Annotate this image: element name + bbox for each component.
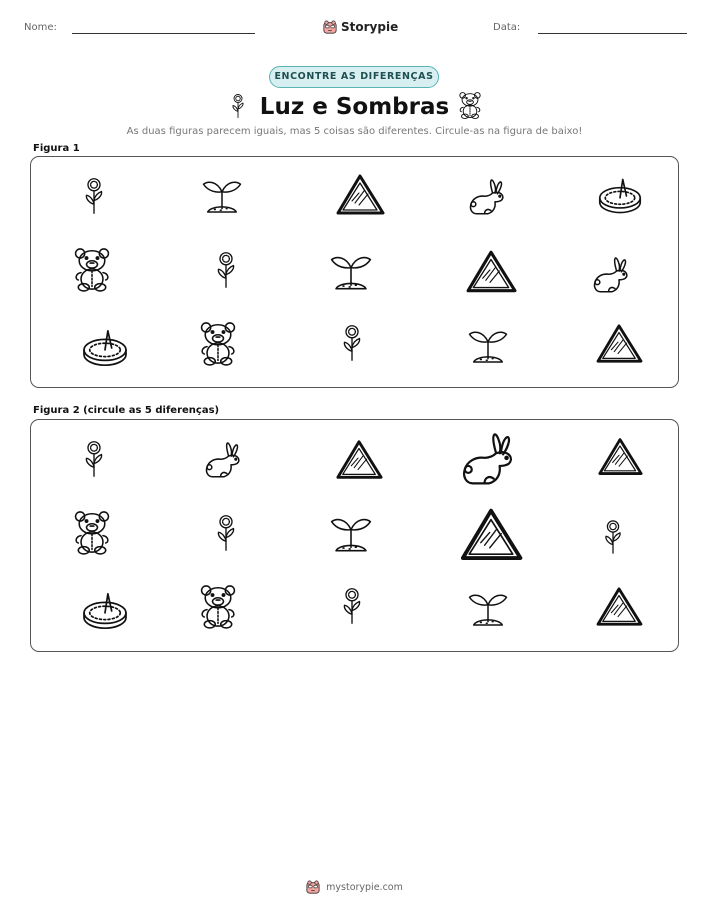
warning-sign-icon[interactable] (595, 586, 643, 628)
teddy-bear-icon (71, 245, 113, 293)
sprout-icon[interactable] (467, 588, 509, 630)
teddy-bear-icon[interactable] (71, 508, 113, 556)
figure-1-panel (30, 156, 679, 388)
figure-2-label: Figura 2 (circule as 5 diferenças) (33, 405, 220, 416)
warning-sign-icon[interactable] (459, 506, 523, 564)
date-label: Data: (493, 22, 521, 33)
name-input-line[interactable] (72, 33, 255, 34)
rabbit-icon[interactable] (459, 426, 517, 492)
warning-sign-icon (595, 323, 643, 365)
warning-sign-icon[interactable] (597, 436, 643, 478)
teddy-bear-icon (197, 319, 239, 367)
flower-icon[interactable] (599, 514, 627, 560)
date-input-line[interactable] (538, 33, 687, 34)
storypie-logo-icon (306, 880, 320, 894)
sprout-icon (201, 175, 243, 217)
rabbit-icon (591, 251, 631, 299)
flower-icon[interactable] (211, 508, 241, 558)
sprout-icon (467, 325, 509, 367)
header (0, 20, 709, 40)
rabbit-icon (467, 173, 507, 221)
flower-icon (337, 319, 367, 367)
teddy-bear-icon[interactable] (197, 582, 239, 630)
page-title: Luz e Sombras (259, 94, 450, 120)
brand-name: Storypie (341, 20, 399, 34)
name-label: Nome: (24, 22, 57, 33)
rabbit-icon[interactable] (203, 436, 243, 484)
title-teddy-bear-icon (457, 90, 483, 124)
footer-url[interactable]: mystorypie.com (326, 881, 403, 893)
flower-icon (79, 173, 109, 219)
figure-1-label: Figura 1 (33, 143, 80, 154)
warning-sign-icon (465, 249, 517, 295)
brand-logo (323, 20, 398, 34)
footer (0, 880, 709, 894)
activity-tag: ENCONTRE AS DIFERENÇAS (269, 66, 439, 88)
flower-icon[interactable] (337, 582, 367, 630)
sundial-icon[interactable] (81, 590, 129, 632)
instructions: As duas figuras parecem iguais, mas 5 coisas são diferentes. Circule-as na figura de baixo! (126, 126, 583, 137)
sundial-icon (81, 327, 129, 369)
storypie-logo-icon (323, 20, 337, 34)
sundial-icon (597, 175, 643, 217)
figure-2-panel (30, 419, 679, 652)
flower-icon (211, 245, 241, 295)
flower-icon[interactable] (79, 436, 109, 482)
warning-sign-icon[interactable] (335, 438, 383, 482)
sprout-icon[interactable] (329, 512, 373, 556)
sprout-icon (329, 250, 373, 294)
warning-sign-icon (335, 173, 385, 217)
